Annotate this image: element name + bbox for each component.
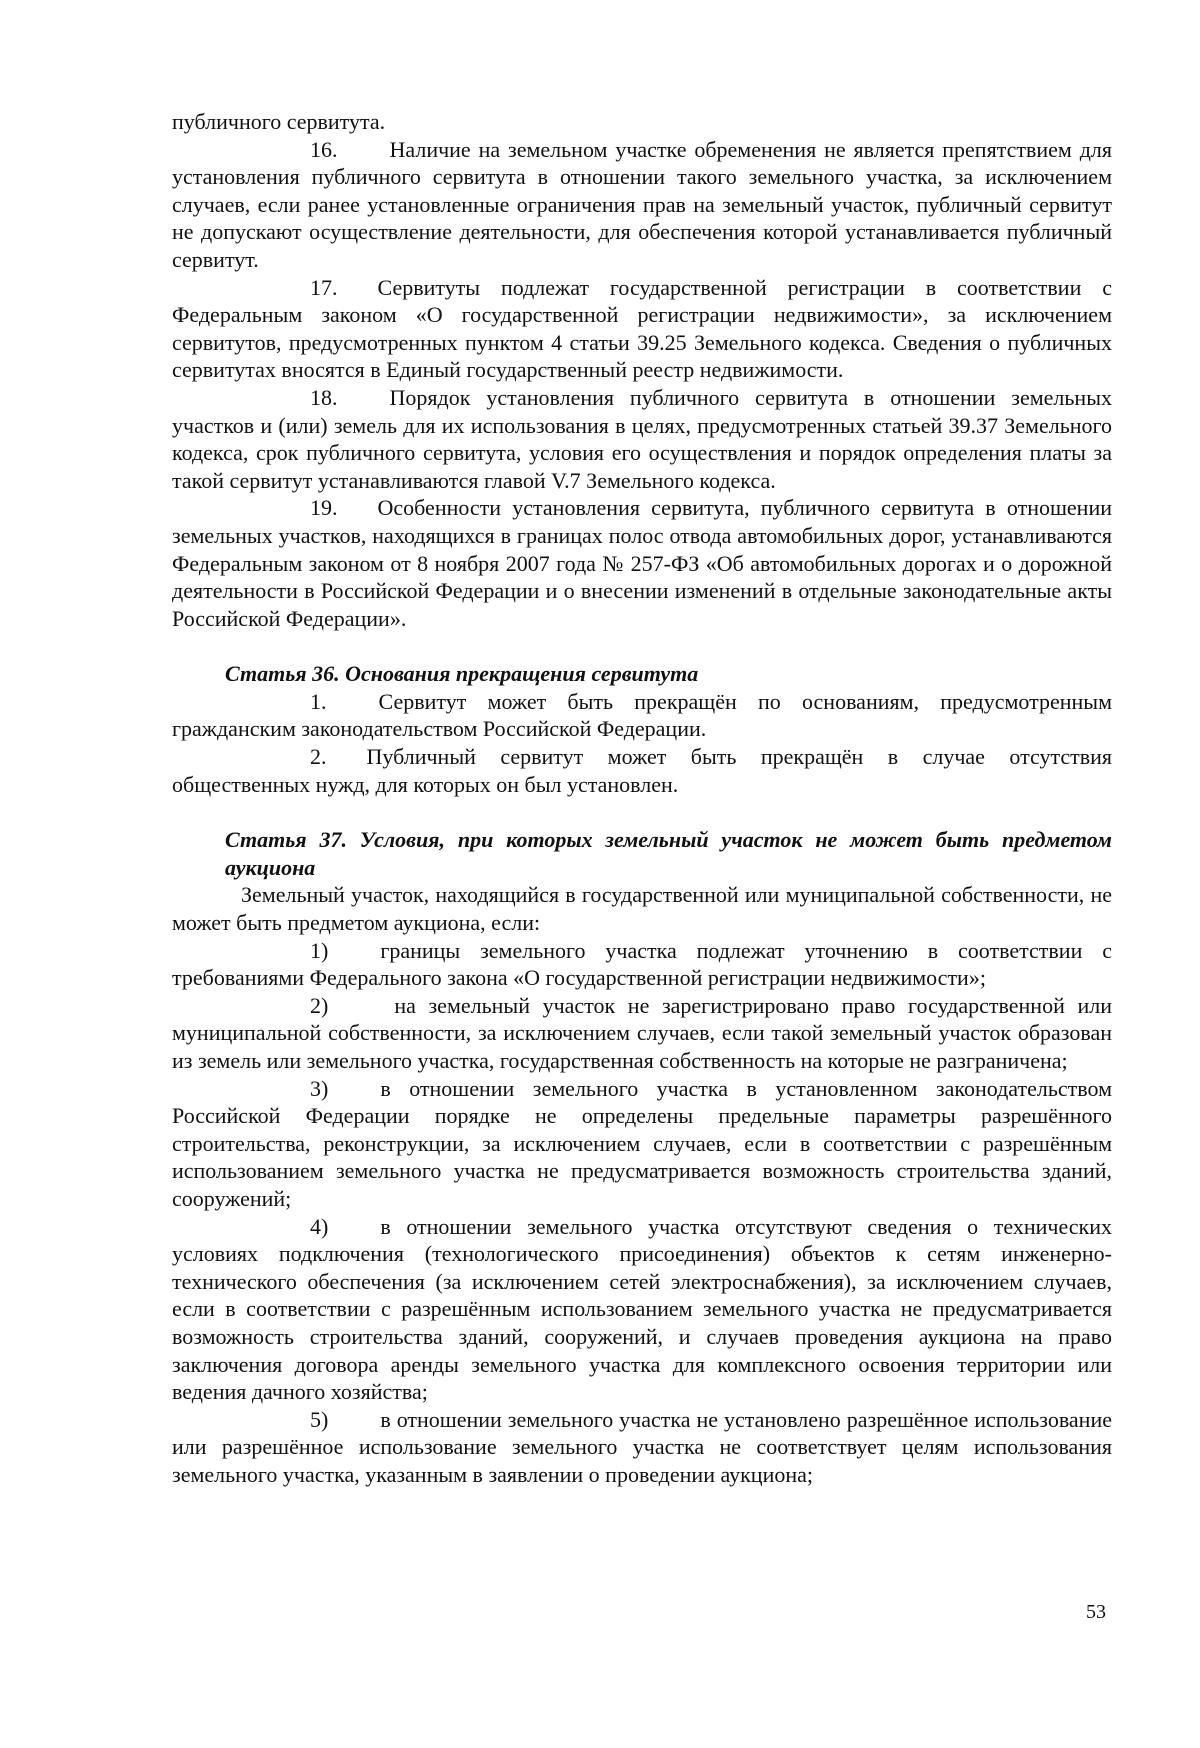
item-text: Особенности установления сервитута, публичного сервитута в отношении земельных участков, находящихся в границах полос отвода автомобильных дорог, устанавливаются Федеральным законом от 8 ноября 2007 года № 257-ФЗ «Об автомобильных дорогах и о дорожной деятельности в Российской Федерации и о внесении изменений в отдельные законодательные акты Российской Федерации».: [172, 495, 1112, 631]
item-text: Порядок установления публичного сервитута в отношении земельных участков и (или) земель для их использования в целях, предусмотренных статьей 39.37 Земельного кодекса, срок публичного сервитута, условия его осуществления и порядок определения платы за такой сервитут устанавливаются главой V.7 Земельного кодекса.: [172, 384, 1112, 493]
list-item: [172, 688, 1112, 743]
list-item: [172, 1213, 1112, 1406]
list-item: [172, 494, 1112, 632]
article35-items: [172, 136, 1112, 633]
article36-items: [172, 688, 1112, 798]
list-item: [172, 743, 1112, 798]
item-text: в отношении земельного участка отсутствуют сведения о технических условиях подключения (технологического присоединения) объектов к сетям инженерно-технического обеспечения (за исключением сетей электроснабжения), за исключением случаев, если в соответствии с разрешённым использованием земельного участка не предусматривается возможность строительства зданий, сооружений, и случаев проведения аукциона на право заключения договора аренды земельного участка для комплексного освоения территории или ведения дачного хозяйства;: [172, 1213, 1112, 1405]
item-number: 1.: [310, 688, 327, 714]
item-text: в отношении земельного участка в установленном законодательством Российской Федерации порядке не определены предельные параметры разрешённого строительства, реконструкции, за исключением случаев, если в соответствии с разрешённым использованием земельного участка не предусматривается возможность строительства зданий, сооружений;: [172, 1075, 1112, 1211]
article37-title: Статья 37. Условия, при которых земельный участок не может быть предметом аукциона: [225, 827, 1112, 880]
item-text: в отношении земельного участка не установлено разрешённое использование или разрешённое использование земельного участка не соответствует целям использования земельного участка, указанным в заявлении о проведении аукциона;: [172, 1406, 1112, 1487]
item-number: 19.: [310, 495, 338, 521]
continuation-text: публичного сервитута.: [172, 109, 386, 134]
list-item: [172, 937, 1112, 992]
item-number: 5): [310, 1406, 329, 1432]
list-item: [172, 1406, 1112, 1489]
article37-items: [172, 937, 1112, 1489]
item-text: Наличие на земельном участке обременения не является препятствием для установления публичного сервитута в отношении такого земельного участка, за исключением случаев, если ранее установленные ограничения прав на земельный участок, публичный сервитут не допускают осуществление деятельности, для обеспечения которой устанавливается публичный сервитут.: [172, 136, 1112, 272]
list-item: [172, 274, 1112, 384]
item-number: 2.: [310, 744, 327, 770]
item-number: 3): [310, 1075, 329, 1101]
page-number: 53: [1086, 1601, 1106, 1623]
list-item: [172, 136, 1112, 274]
item-number: 4): [310, 1213, 329, 1239]
item-text: границы земельного участка подлежат уточнению в соответствии с требованиями Федерального закона «О государственной регистрации недвижимости»;: [172, 937, 1112, 991]
item-number: 16.: [310, 136, 338, 162]
item-text: Сервитут может быть прекращён по основаниям, предусмотренным гражданским законодательством Российской Федерации.: [172, 688, 1112, 742]
article36-title: Статья 36. Основания прекращения сервитута: [225, 661, 699, 687]
item-text: на земельный участок не зарегистрировано право государственной или муниципальной собственности, за исключением случаев, если такой земельный участок образован из земель или земельного участка, государственная собственность на которые не разграничена;: [172, 992, 1112, 1073]
item-text: Сервитуты подлежат государственной регистрации в соответствии с Федеральным законом «О государственной регистрации недвижимости», за исключением сервитутов, предусмотренных пунктом 4 статьи 39.25 Земельного кодекса. Сведения о публичных сервитутах вносятся в Единый государственный реестр недвижимости.: [172, 274, 1112, 383]
list-item: [172, 384, 1112, 494]
item-number: 1): [310, 937, 329, 963]
list-item: [172, 1075, 1112, 1213]
article37-intro: Земельный участок, находящийся в государственной или муниципальной собственности, не может быть предметом аукциона, если:: [172, 882, 1112, 936]
item-number: 17.: [310, 274, 338, 300]
item-number: 18.: [310, 384, 338, 410]
item-number: 2): [310, 992, 329, 1018]
item-text: Публичный сервитут может быть прекращён в случае отсутствия общественных нужд, для которых он был установлен.: [172, 744, 1112, 797]
document-page: [172, 108, 1112, 1489]
list-item: [172, 992, 1112, 1075]
